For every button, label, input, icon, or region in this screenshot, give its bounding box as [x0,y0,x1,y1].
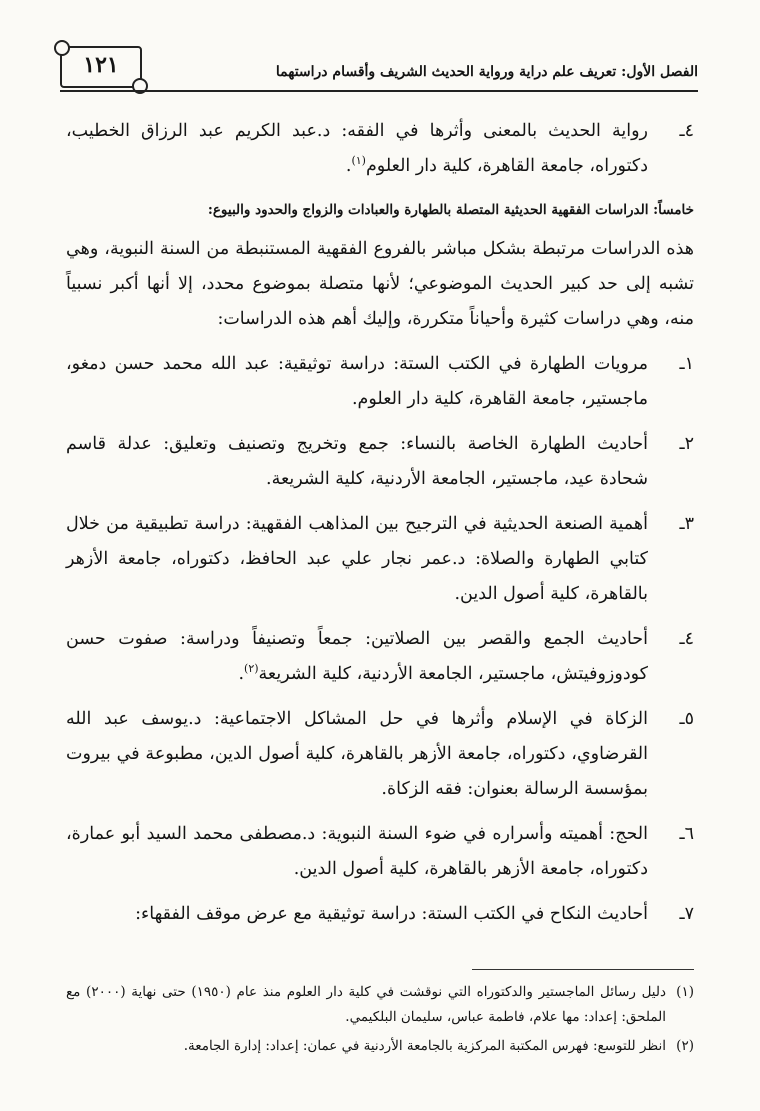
list-item [66,897,694,932]
footnote-text: دليل رسائل الماجستير والدكتوراه التي نوقشت في كلية دار العلوم منذ عام (١٩٥٠) حتى نهاية (٢٠٠٠) مع الملحق: إعداد: مها علام، فاطمة عباس، سليمان البلكيمي. [66,984,666,1025]
list-item-text: أحاديث الطهارة الخاصة بالنساء: جمع وتخريج وتصنيف وتعليق: عدلة قاسم شحادة عيد، ماجستير، الجامعة الأردنية، كلية الشريعة. [66,434,648,489]
footnote-reference[interactable]: (٢) [244,662,259,676]
list-item-number: ١ـ [679,354,694,374]
footnote [66,980,694,1030]
page-number: ١٢١ [83,52,119,78]
section-intro: هذه الدراسات مرتبطة بشكل مباشر بالفروع الفقهية المستنبطة من السنة النبوية، وهي تشبه إلى حد كبير الحديث الموضوعي؛ لأنها متصلة بموضوع محدد، إلا أنها أكبر نسبياً منه، وهي دراسات كثيرة وأحياناً متكررة، وإليك أهم هذه الدراسات: [66,239,694,329]
list-item-number: ٢ـ [679,434,694,454]
list-item-text: أحاديث النكاح في الكتب الستة: دراسة توثيقية مع عرض موقف الفقهاء: [135,904,648,924]
footnote-reference[interactable]: (١) [351,154,366,168]
list-item-number: ٤ـ [679,629,694,649]
list-item-end: . [238,664,245,684]
list-item-text: الزكاة في الإسلام وأثرها في حل المشاكل الاجتماعية: د.يوسف عبد الله القرضاوي، دكتوراه، جامعة الأزهر بالقاهرة، كلية أصول الدين، مطبوعة في بيروت بمؤسسة الرسالة بعنوان: فقه الزكاة. [66,709,648,799]
list-item-number: ٤ـ [679,121,694,141]
list-item-text: الحج: أهميته وأسراره في ضوء السنة النبوية: د.مصطفى محمد السيد أبو عمارة، دكتوراه، جامعة الأزهر بالقاهرة، كلية أصول الدين. [66,824,648,879]
list-item-number: ٧ـ [679,904,694,924]
list-item-end: . [345,156,352,176]
list-item-text: أحاديث الجمع والقصر بين الصلاتين: جمعاً وتصنيفاً ودراسة: صفوت حسن كودوزوفيتش، ماجستير، الجامعة الأردنية، كلية الشريعة [66,629,648,684]
list-item-number: ٣ـ [679,514,694,534]
header-divider [60,90,698,92]
list-item-number: ٦ـ [679,824,694,844]
page-body [66,114,694,942]
running-header-title: الفصل الأول: تعريف علم دراية ورواية الحديث الشريف وأقسام دراستهما [275,64,698,80]
list-item-text: رواية الحديث بالمعنى وأثرها في الفقه: د.عبد الكريم عبد الرزاق الخطيب، دكتوراه، جامعة القاهرة، كلية دار العلوم [66,121,648,176]
list-item [66,622,694,692]
page-header [60,40,698,94]
section-heading: خامساً: الدراسات الفقهية الحديثية المتصلة بالطهارة والعبادات والزواج والحدود والبيوع: [207,202,694,218]
footnote [66,1034,694,1059]
footnote-divider [472,969,694,970]
footnote-number: (٢) [676,1038,694,1054]
list-item [66,702,694,807]
list-item [66,817,694,887]
page-number-frame [60,46,142,88]
list-item-text: أهمية الصنعة الحديثية في الترجيح بين المذاهب الفقهية: دراسة تطبيقية من خلال كتابي الطهارة والصلاة: د.عمر نجار علي عبد الحافظ، دكتوراه، جامعة الأزهر بالقاهرة، كلية أصول الدين. [66,514,648,604]
list-item-number: ٥ـ [679,709,694,729]
footnote-number: (١) [676,984,694,1000]
list-item [66,114,694,184]
list-item [66,427,694,497]
list-item-text: مرويات الطهارة في الكتب الستة: دراسة توثيقية: عبد الله محمد حسن دمغو، ماجستير، جامعة القاهرة، كلية دار العلوم. [66,354,648,409]
footnote-text: انظر للتوسع: فهرس المكتبة المركزية بالجامعة الأردنية في عمان: إعداد: إدارة الجامعة. [183,1038,666,1054]
list-item [66,507,694,612]
list-item [66,347,694,417]
footnotes [66,980,694,1063]
